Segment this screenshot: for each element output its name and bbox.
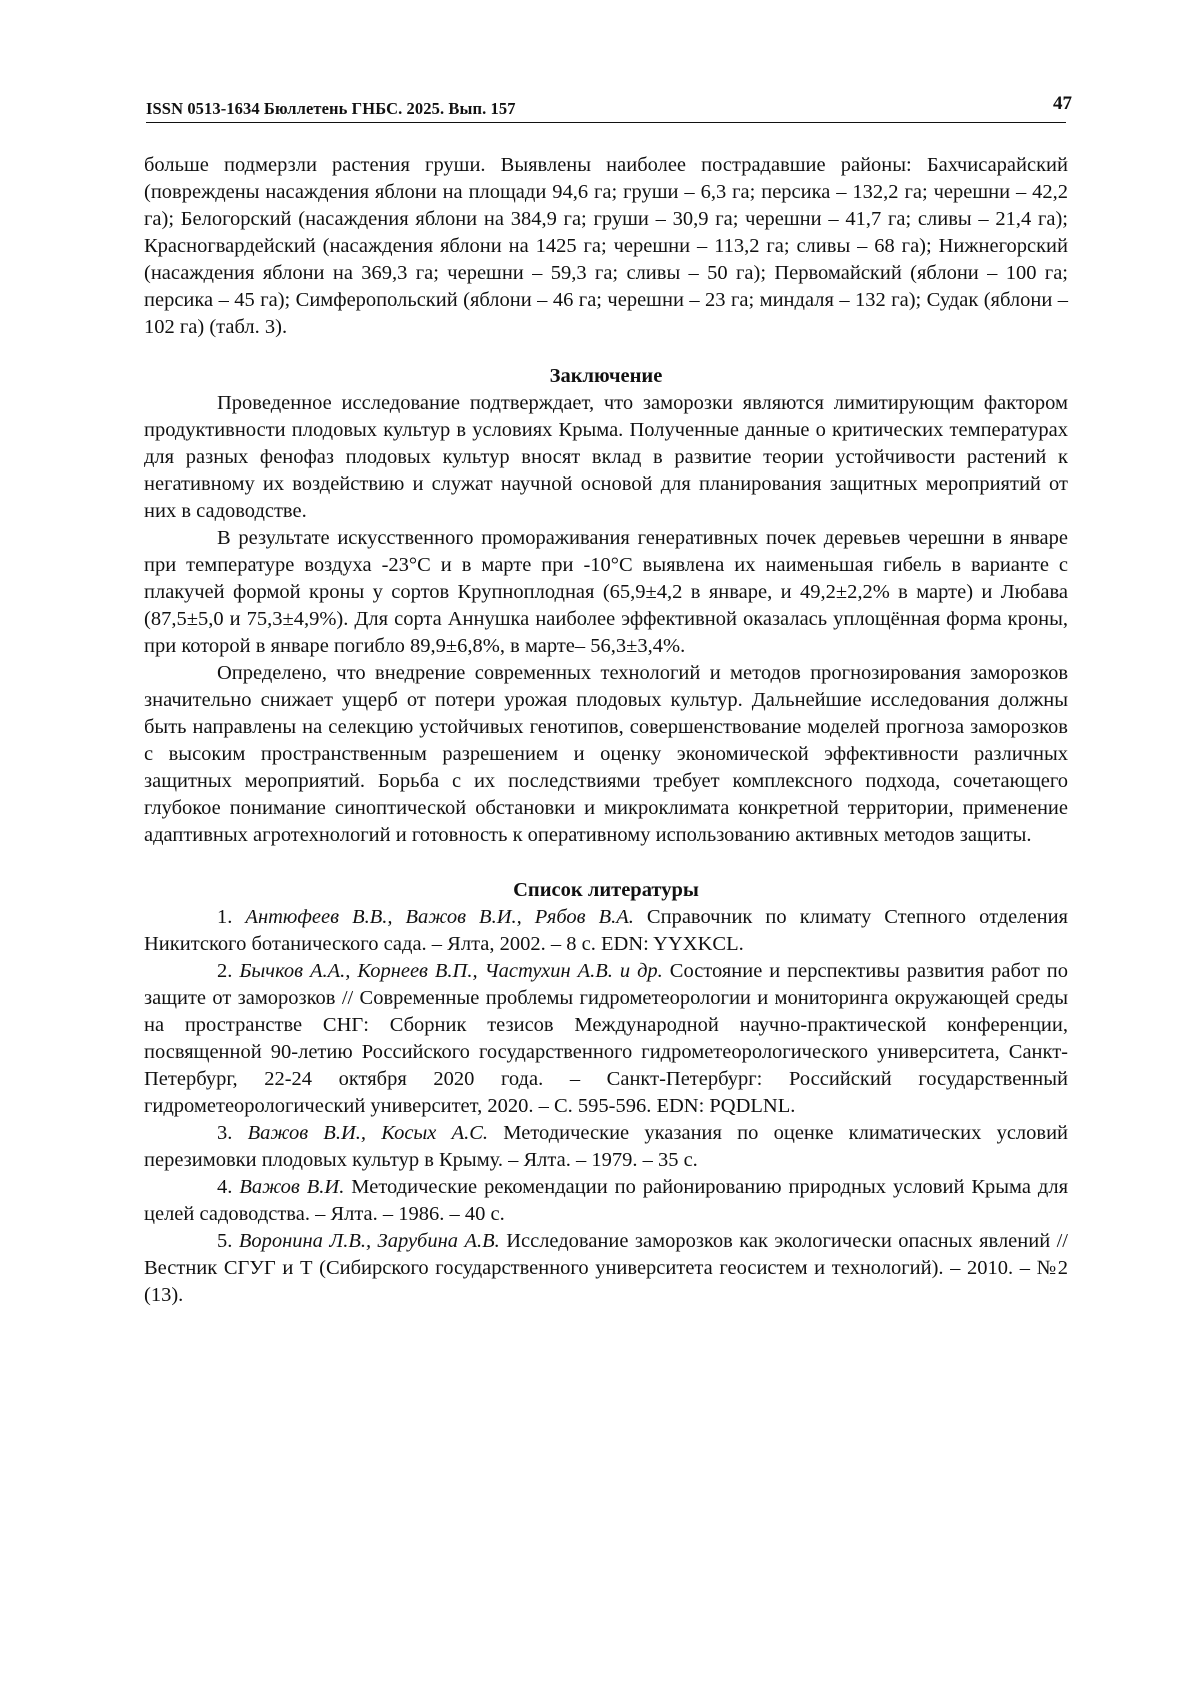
reference-item bbox=[144, 1228, 1068, 1309]
running-header bbox=[146, 93, 1072, 123]
reference-text: Исследование заморозков как экологически опасных явлений // Вестник СГУГ и Т (Сибирского государственного университета геосистем и технологий). – 2010. – №2 (13). bbox=[144, 1230, 1069, 1306]
conclusion-paragraph: В результате искусственного промораживания генеративных почек деревьев черешни в январе при температуре воздуха -23°C и в марте при -10°C выявлена их наименьшая гибель в варианте с плакучей формой кроны у сортов Крупноплодная (65,9±4,2 в январе, и 49,2±2,2% в марте) и Любава (87,5±5,0 и 75,3±4,9%). Для сорта Аннушка наиболее эффективной оказалась уплощённая форма кроны, при которой в январе погибло 89,9±6,8%, в марте– 56,3±3,4%. bbox=[144, 527, 1068, 657]
reference-item bbox=[144, 958, 1068, 1120]
reference-text: Состояние и перспективы развития работ по защите от заморозков // Современные проблемы гидрометеорологии и мониторинга окружающей среды на пространстве СНГ: Сборник тезисов Международной научно-практической конференции, посвященной 90-летию Российского государственного гидрометеорологического университета, Санкт-Петербург, 22-24 октября 2020 года. – Санкт-Петербург: Российский государственный гидрометеорологический университет, 2020. – С. 595-596. EDN: PQDLNL. bbox=[144, 960, 1068, 1117]
reference-number: 2. bbox=[217, 960, 233, 982]
reference-authors: Воронина Л.В., Зарубина А.В. bbox=[238, 1230, 500, 1252]
reference-authors: Важов В.И. bbox=[239, 1176, 345, 1198]
conclusion-paragraph: Определено, что внедрение современных технологий и методов прогнозирования заморозков значительно снижает ущерб от потери урожая плодовых культур. Дальнейшие исследования должны быть направлены на селекцию устойчивых генотипов, совершенствование моделей прогноза заморозков с высоким пространственным разрешением и оценку экономической эффективности различных защитных мероприятий. Борьба с их последствиями требует комплексного подхода, сочетающего глубокое понимание синоптической обстановки и микроклимата конкретной территории, применение адаптивных агротехнологий и готовность к оперативному использованию активных методов защиты. bbox=[144, 662, 1068, 846]
reference-number: 5. bbox=[217, 1230, 233, 1252]
reference-item bbox=[144, 1120, 1068, 1174]
conclusion-heading: Заключение bbox=[549, 365, 663, 387]
reference-item bbox=[144, 904, 1068, 958]
page-body bbox=[144, 152, 1068, 1309]
reference-item bbox=[144, 1174, 1068, 1228]
reference-authors: Антюфеев В.В., Важов В.И., Рябов В.А. bbox=[245, 906, 634, 928]
intro-paragraph: больше подмерзли растения груши. Выявлены наиболее пострадавшие районы: Бахчисарайский (повреждены насаждения яблони на площади 94,6 га; груши – 6,3 га; персика – 132,2 га; черешни – 42,2 га); Белогорский (насаждения яблони на 384,9 га; груши – 30,9 га; черешни – 41,7 га; сливы – 21,4 га); Красногвардейский (насаждения яблони на 1425 га; черешни – 113,2 га; сливы – 68 га); Нижнегорский (насаждения яблони на 369,3 га; черешни – 59,3 га; сливы – 50 га); Первомайский (яблони – 100 га; персика – 45 га); Симферопольский (яблони – 46 га; черешни – 23 га; миндаля – 132 га); Судак (яблони – 102 га) (табл. 3). bbox=[144, 154, 1068, 338]
reference-text: Методические указания по оценке климатических условий перезимовки плодовых культур в Крыму. – Ялта. – 1979. – 35 с. bbox=[144, 1122, 1069, 1171]
reference-number: 4. bbox=[217, 1176, 233, 1198]
reference-text: Справочник по климату Степного отделения Никитского ботанического сада. – Ялта, 2002. – 8 с. EDN: YYXKCL. bbox=[144, 906, 1068, 955]
reference-number: 3. bbox=[217, 1122, 233, 1144]
page-number: 47 bbox=[1053, 93, 1072, 114]
reference-text: Методические рекомендации по районированию природных условий Крыма для целей садоводства. – Ялта. – 1986. – 40 с. bbox=[144, 1176, 1069, 1225]
journal-title: ISSN 0513-1634 Бюллетень ГНБС. 2025. Вып. 157 bbox=[146, 99, 516, 118]
conclusion-paragraph: Проведенное исследование подтверждает, что заморозки являются лимитирующим фактором продуктивности плодовых культур в условиях Крыма. Полученные данные о критических температурах для разных фенофаз плодовых культур вносят вклад в развитие теории устойчивости растений к негативному их воздействию и служат научной основой для планирования защитных мероприятий от них в садоводстве. bbox=[144, 392, 1068, 522]
reference-authors: Бычков А.А., Корнеев В.П., Частухин А.В. и др. bbox=[239, 960, 663, 982]
reference-number: 1. bbox=[217, 906, 233, 928]
reference-authors: Важов В.И., Косых А.С. bbox=[247, 1122, 489, 1144]
references-heading: Список литературы bbox=[513, 879, 699, 901]
